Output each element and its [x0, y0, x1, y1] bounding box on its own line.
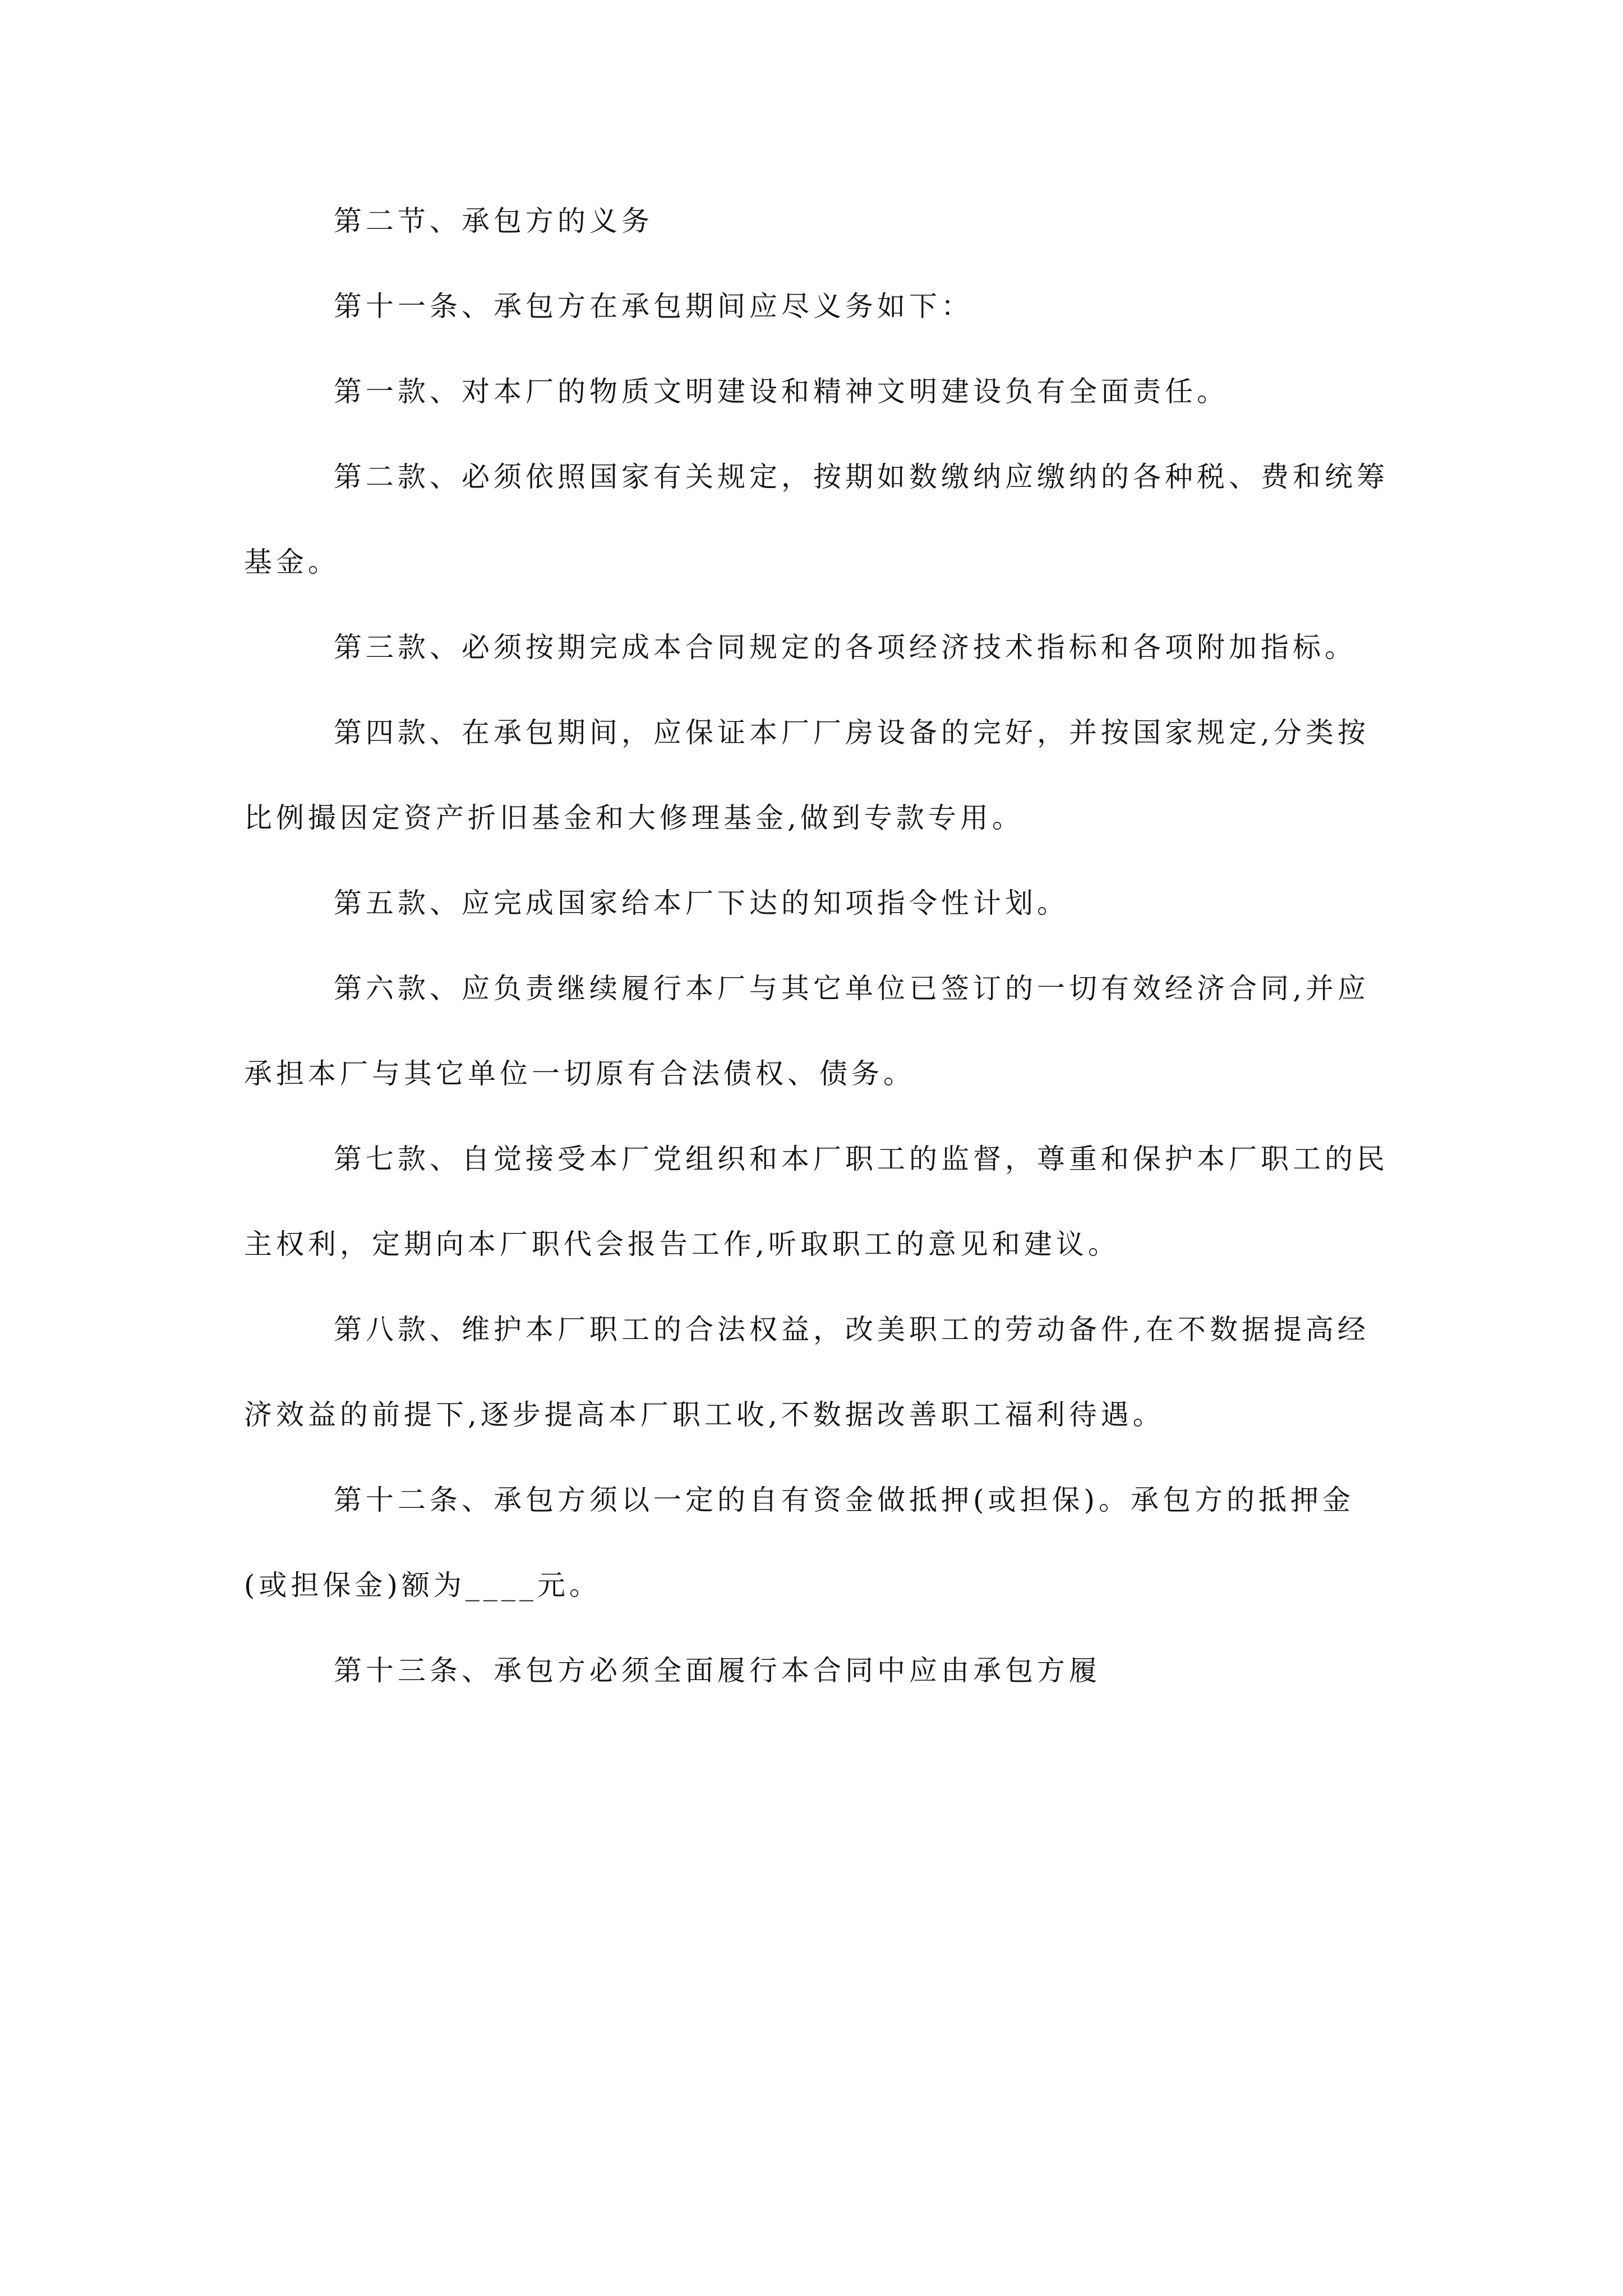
article-11: 第十一条、承包方在承包期间应尽义务如下：: [334, 290, 973, 323]
clause-2: 第二款、必须依照国家有关规定，按期如数缴纳应缴纳的各种税、费和统筹基金。: [244, 461, 1389, 578]
clause-7: 第七款、自觉接受本厂党组织和本厂职工的监督，尊重和保护本厂职工的民主权利，定期向本厂职代会报告工作,听取职工的意见和建议。: [244, 1143, 1389, 1260]
clause-8: 第八款、维护本厂职工的合法权益，改美职工的劳动备件,在不数据提高经济效益的前提下,逐步提高本厂职工收,不数据改善职工福利待遇。: [244, 1313, 1370, 1431]
article-12: 第十二条、承包方须以一定的自有资金做抵押(或担保)。承包方的抵押金(或担保金)额为____元。: [244, 1484, 1355, 1602]
clause-1: 第一款、对本厂的物质文明建设和精神文明建设负有全面责任。: [334, 375, 1229, 408]
clause-3: 第三款、必须按期完成本合同规定的各项经济技术指标和各项附加指标。: [334, 631, 1357, 664]
clause-4: 第四款、在承包期间，应保证本厂厂房设备的完好，并按国家规定,分类按比例撮因定资产折旧基金和大修理基金,做到专款专用。: [244, 716, 1370, 834]
article-13: 第十三条、承包方必须全面履行本合同中应由承包方履: [334, 1654, 1101, 1687]
clause-5: 第五款、应完成国家给本厂下达的知项指令性计划。: [334, 887, 1069, 919]
clause-6: 第六款、应负责继续履行本厂与其它单位已签订的一切有效经济合同,并应承担本厂与其它单位一切原有合法债权、债务。: [244, 972, 1370, 1090]
section-heading: 第二节、承包方的义务: [334, 205, 653, 237]
